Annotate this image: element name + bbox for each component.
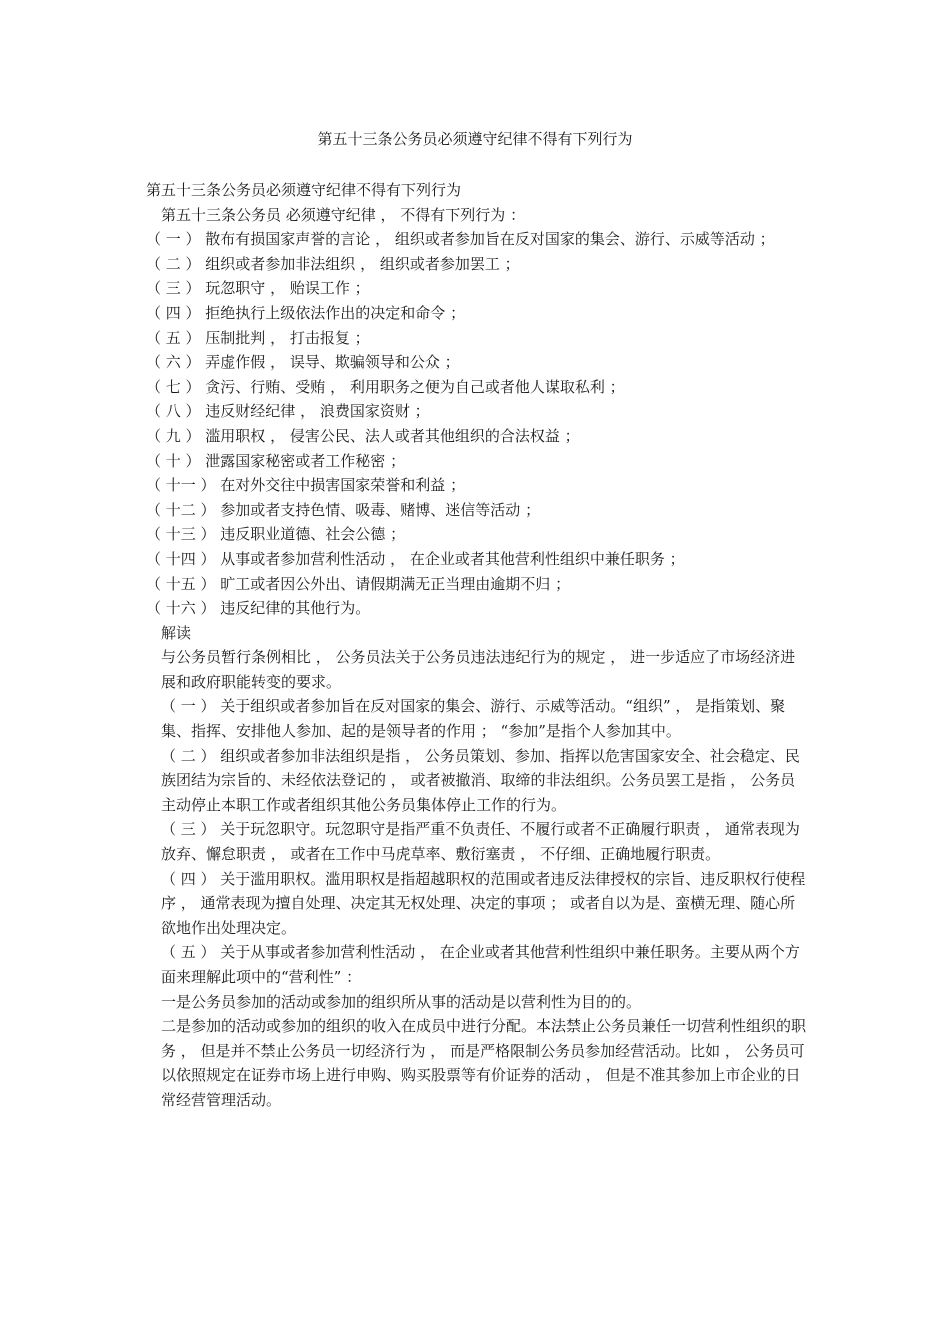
list-item: （ 十三 ） 违反职业道德、社会公德 ； — [146, 525, 406, 544]
list-item: （ 二 ） 组织或者参加非法组织 ， 组织或者参加罢工 ； — [146, 254, 520, 273]
list-item: （ 三 ） 玩忽职守 ， 贻误工作 ； — [146, 279, 370, 298]
document-body — [146, 178, 810, 1113]
document-title: 第五十三条公务员必须遵守纪律不得有下列行为 — [317, 130, 633, 148]
list-item: （ 十四 ） 从事或者参加营利性活动 ， 在企业或者其他营利性组织中兼任职务 ； — [146, 549, 685, 568]
list-item: （ 十一 ） 在对外交往中损害国家荣誉和利益 ； — [146, 476, 466, 495]
paragraph: （ 四 ） 关于滥用职权。滥用职权是指超越职权的范围或者违反法律授权的宗旨、违反职权行使程序 ， 通常表现为擅自处理、决定其无权处理、决定的事项 ； 或者自以为是、蛮横无理、随心所欲地作出处理决定。 — [161, 869, 806, 937]
list-item: （ 十 ） 泄露国家秘密或者工作秘密 ； — [146, 451, 406, 470]
paragraph: （ 三 ） 关于玩忽职守。玩忽职守是指严重不负责任、不履行或者不正确履行职责 ， 通常表现为放弃、懈怠职责 ， 或者在工作中马虎草率、敷衍塞责 ， 不仔细、正确地履行职责。 — [161, 820, 800, 864]
list-item: （ 四 ） 拒绝执行上级依法作出的决定和命令 ； — [146, 303, 466, 322]
article-heading: 第五十三条公务员必须遵守纪律不得有下列行为 — [146, 181, 462, 199]
list-item: （ 一 ） 散布有损国家声誉的言论 ， 组织或者参加旨在反对国家的集会、游行、示威等活动 ； — [146, 230, 775, 249]
paragraph: （ 二 ） 组织或者参加非法组织是指 ， 公务员策划、参加、指挥以危害国家安全、社会稳定、民族团结为宗旨的、未经依法登记的 ， 或者被撤消、取缔的非法组织。公务员罢工是指 ， 公务员主动停止本职工作或者组织其他公务员集体停止工作的行为。 — [161, 746, 800, 814]
list-item: （ 九 ） 滥用职权 ， 侵害公民、法人或者其他组织的合法权益 ； — [146, 426, 580, 445]
paragraph: （ 一 ） 关于组织或者参加旨在反对国家的集会、游行、示威等活动。“组织” ， 是指策划、聚集、指挥、安排他人参加、起的是领导者的作用 ； “参加”是指个人参加其中。 — [161, 697, 786, 741]
list-item: （ 十五 ） 旷工或者因公外出、请假期满无正当理由逾期不归 ； — [146, 574, 571, 593]
paragraph: 二是参加的活动或参加的组织的收入在成员中进行分配。本法禁止公务员兼任一切营利性组织的职务 ， 但是并不禁止公务员一切经济行为 ， 而是严格限制公务员参加经营活动。比如 ， 公务员可以依照规定在证券市场上进行申购、购买股票等有价证券的活动 ， 但是不准其参加上市企业的日常经营管理活动。 — [161, 1017, 807, 1109]
interpretation-label: 解读 — [161, 623, 192, 642]
paragraph: （ 五 ） 关于从事或者参加营利性活动 ， 在企业或者其他营利性组织中兼任职务。主要从两个方面来理解此项中的“营利性” ： — [161, 943, 800, 986]
list-item: （ 十六 ） 违反纪律的其他行为。 — [146, 599, 371, 618]
list-item: （ 六 ） 弄虚作假 ， 误导、欺骗领导和公众 ； — [146, 353, 460, 372]
article-intro: 第五十三条公务员 必须遵守纪律 ， 不得有下列行为 ： — [161, 205, 526, 224]
paragraph: 一是公务员参加的活动或参加的组织所从事的活动是以营利性为目的的。 — [161, 992, 642, 1011]
list-item: （ 七 ） 贪污、行贿、受贿 ， 利用职务之便为自己或者他人谋取私利 ； — [146, 377, 625, 396]
paragraph: 与公务员暂行条例相比 ， 公务员法关于公务员违法违纪行为的规定 ， 进一步适应了市场经济进展和政府职能转变的要求。 — [161, 648, 796, 691]
list-item: （ 五 ） 压制批判 ， 打击报复 ； — [146, 328, 370, 347]
list-item: （ 十二 ） 参加或者支持色情、吸毒、赌博、迷信等活动 ； — [146, 500, 541, 519]
list-item: （ 八 ） 违反财经纪律 ， 浪费国家资财 ； — [146, 402, 430, 421]
